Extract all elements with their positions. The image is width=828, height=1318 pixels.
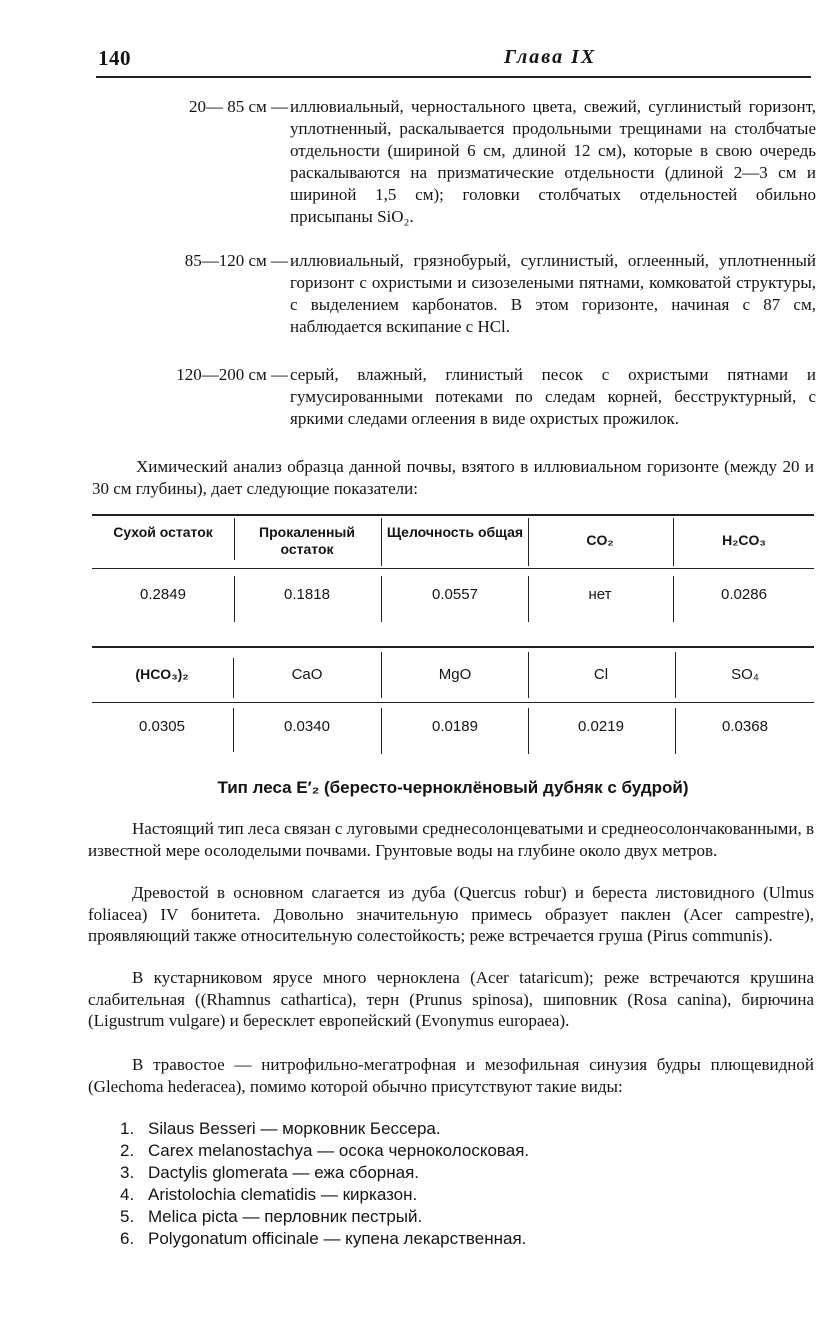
header-rule [96,76,811,78]
species-text: Aristolochia clematidis — кирказон. [148,1185,418,1204]
column-divider [381,708,382,754]
horizon-description: серый, влажный, глинистый песок с охристыми пятнами и гумусированными потеками по следам корней, бесструктурный, с яркими следами оглеения в виде охристых прожилок. [290,365,816,428]
analysis-intro: Химический анализ образца данной почвы, взятого в иллювиальном горизонте (между 20 и 30 см глубины), дает следующие показатели: [92,457,814,498]
list-number: 3. [120,1163,135,1182]
table-header-cell: H₂CO₃ [722,532,766,548]
column-divider [234,576,235,622]
table-header-cell: CaO [291,666,323,683]
body-paragraph: В травостое — нитрофильно-мегатрофная и мезофильная синузия будры плющевидной (Glechoma hederacea), помимо которой обычно присутствуют такие виды: [88,1055,814,1096]
column-divider [381,576,382,622]
list-item [120,1140,529,1162]
table-value-cell: 0.0286 [721,586,767,603]
table-value-cell: нет [588,586,612,603]
list-number: 4. [120,1185,135,1204]
species-text: Melica picta — перловник пестрый. [148,1207,423,1226]
page-number: 140 [98,46,131,70]
horizon-depth: 85—120 см — [184,251,288,270]
list-item [120,1118,529,1140]
species-text: Silaus Besseri — морковник Бессера. [148,1119,441,1138]
table-value-cell: 0.0557 [432,586,478,603]
column-divider [528,518,529,566]
horizon-depth: 120—200 см — [176,365,288,384]
list-number: 6. [120,1229,135,1248]
table-header-rule [92,702,814,703]
table-value-cell: 0.0340 [284,718,330,735]
species-text: Polygonatum officinale — купена лекарственная. [148,1229,527,1248]
running-head: Глава IX [504,46,597,68]
table-value-cell: 0.0305 [139,718,185,735]
list-item [120,1206,529,1228]
species-list [120,1118,529,1250]
table-value-cell: 0.0219 [578,718,624,735]
column-divider [381,652,382,698]
column-divider [528,652,529,698]
table-header-cell: SO₄ [731,666,759,683]
table-value-cell: 0.0368 [722,718,768,735]
column-divider [675,708,676,754]
body-paragraph: В кустарниковом ярусе много черноклена (Acer tataricum); реже встречаются крушина слабительная ((Rhamnus cathartica), терн (Prunus spinosa), шиповник (Rosa canina), бирючина (Ligustrum vulgare) и бересклет европейский (Evonymus europaea). [88,968,814,1030]
table-header-cell: MgO [438,666,472,683]
list-number: 2. [120,1141,135,1160]
table-header-cell: Cl [593,666,609,683]
table-header-cell: Прокаленный остаток [259,524,355,557]
analysis-table-1 [92,514,814,624]
table-header-rule [92,568,814,569]
table-value-cell: 0.1818 [284,586,330,603]
page-header [96,46,812,76]
table-value-cell: 0.2849 [140,586,186,603]
column-divider [528,708,529,754]
table-top-rule [92,514,814,516]
column-divider [233,708,234,752]
table-header-cell: Щелочность общая [386,524,524,540]
column-divider [673,576,674,622]
species-text: Carex melanostachya — осока черноколосковая. [148,1141,530,1160]
list-item [120,1162,529,1184]
column-divider [233,658,234,698]
list-number: 1. [120,1119,135,1138]
analysis-table-2 [92,646,814,756]
species-text: Dactylis glomerata — ежа сборная. [148,1163,420,1182]
list-item [120,1184,529,1206]
body-paragraph: Древостой в основном слагается из дуба (Quercus robur) и береста листовидного (Ulmus foliacea) IV бонитета. Довольно значительную примесь образует паклен (Acer campestre), проявляющий также относительную солестойкость; реже встречается груша (Pirus communis). [88,883,814,945]
table-header-cell: (HCO₃)₂ [135,666,189,682]
table-value-cell: 0.0189 [432,718,478,735]
table-top-rule [92,646,814,648]
horizon-description: иллювиальный, грязнобурый, суглинистый, оглеенный, уплотненный горизонт с охристыми и сизозелеными пятнами, комковатой структуры, с выделением карбонатов. В этом горизонте, начиная с 87 см, наблюдается вскипание с HCl. [290,251,816,336]
column-divider [528,576,529,622]
column-divider [381,518,382,566]
table-header-cell: Сухой остаток [113,524,213,540]
list-item [120,1228,529,1250]
column-divider [673,518,674,566]
column-divider [675,652,676,698]
body-paragraph: Настоящий тип леса связан с луговыми среднесолонцеватыми и среднеосолончакованными, в известной мере осолоделыми почвами. Грунтовые воды на глубине около двух метров. [88,819,814,860]
section-title: Тип леса E′₂ (бересто-черноклёновый дубняк с будрой) [217,778,689,797]
table-header-cell: CO₂ [586,532,614,548]
horizon-depth: 20— 85 см — [188,97,288,116]
column-divider [234,518,235,560]
list-number: 5. [120,1207,135,1226]
horizon-description: иллювиальный, черностального цвета, свежий, суглинистый горизонт, уплотненный, раскалывается продольными трещинами на столбчатые отдельности (шириной 6 см, длиной 12 см), которые в свою очередь раскалываются на призматические отдельности (длиной 2—3 см и шириной 1,5 см); головки столбчатых отдельностей обильно присыпаны SiO₂. [290,97,816,226]
